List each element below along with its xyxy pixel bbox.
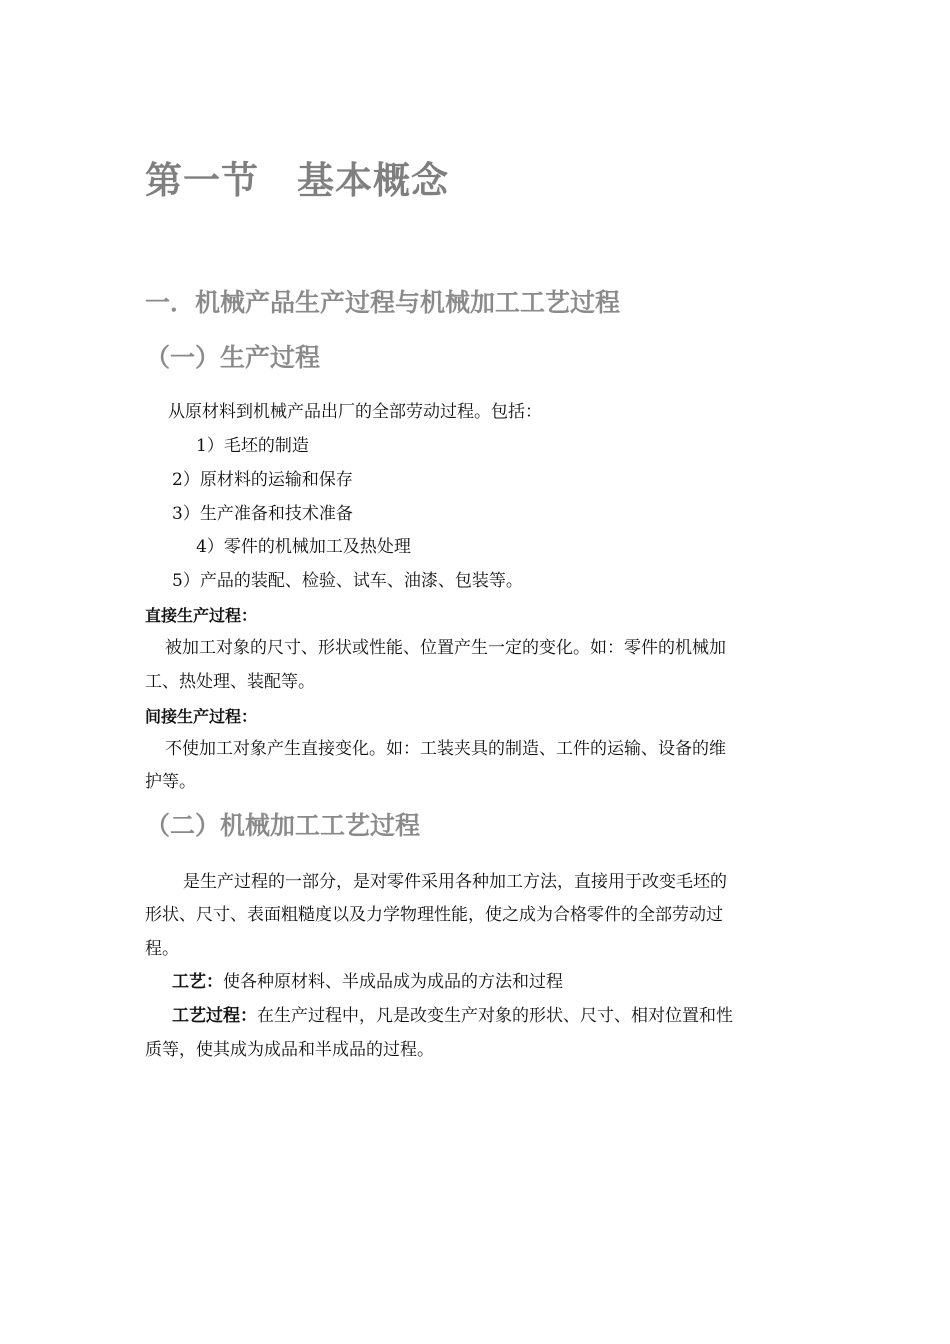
production-item-5: 5）产品的装配、检验、试车、油漆、包装等。 [172, 571, 523, 591]
process-definition [172, 1005, 733, 1027]
section-title: 第一节 基本概念 [145, 158, 449, 202]
production-item-4: 4）零件的机械加工及热处理 [196, 537, 411, 557]
process-text-1: 在生产过程中，凡是改变生产对象的形状、尺寸、相对位置和性 [257, 1006, 733, 1026]
indirect-production-text-1: 不使加工对象产生直接变化。如：工装夹具的制造、工件的运输、设备的维 [165, 739, 726, 759]
production-item-1: 1）毛坯的制造 [196, 436, 309, 456]
craft-label: 工艺： [172, 972, 223, 992]
process-label: 工艺过程： [172, 1006, 257, 1026]
machining-para-2: 形状、尺寸、表面粗糙度以及力学物理性能，使之成为合格零件的全部劳动过 [145, 905, 723, 925]
heading-production-and-machining: 一．机械产品生产过程与机械加工工艺过程 [145, 288, 621, 317]
craft-text: 使各种原材料、半成品成为成品的方法和过程 [223, 972, 563, 992]
craft-definition [172, 971, 563, 993]
machining-para-1: 是生产过程的一部分，是对零件采用各种加工方法，直接用于改变毛坯的 [183, 872, 727, 892]
indirect-production-label: 间接生产过程： [145, 707, 258, 726]
machining-para-3: 程。 [145, 939, 179, 959]
subheading-production-process: （一）生产过程 [145, 343, 321, 372]
process-text-2: 质等，使其成为成品和半成品的过程。 [145, 1040, 434, 1060]
direct-production-text-1: 被加工对象的尺寸、形状或性能、位置产生一定的变化。如：零件的机械加 [165, 638, 726, 658]
indirect-production-text-2: 护等。 [145, 772, 196, 792]
direct-production-text-2: 工、热处理、装配等。 [145, 672, 315, 692]
direct-production-label: 直接生产过程： [145, 606, 258, 625]
production-intro: 从原材料到机械产品出厂的全部劳动过程。包括： [168, 402, 542, 422]
production-item-2: 2）原材料的运输和保存 [172, 470, 353, 490]
subheading-machining-process: （二）机械加工工艺过程 [145, 811, 421, 840]
production-item-3: 3）生产准备和技术准备 [172, 504, 353, 524]
